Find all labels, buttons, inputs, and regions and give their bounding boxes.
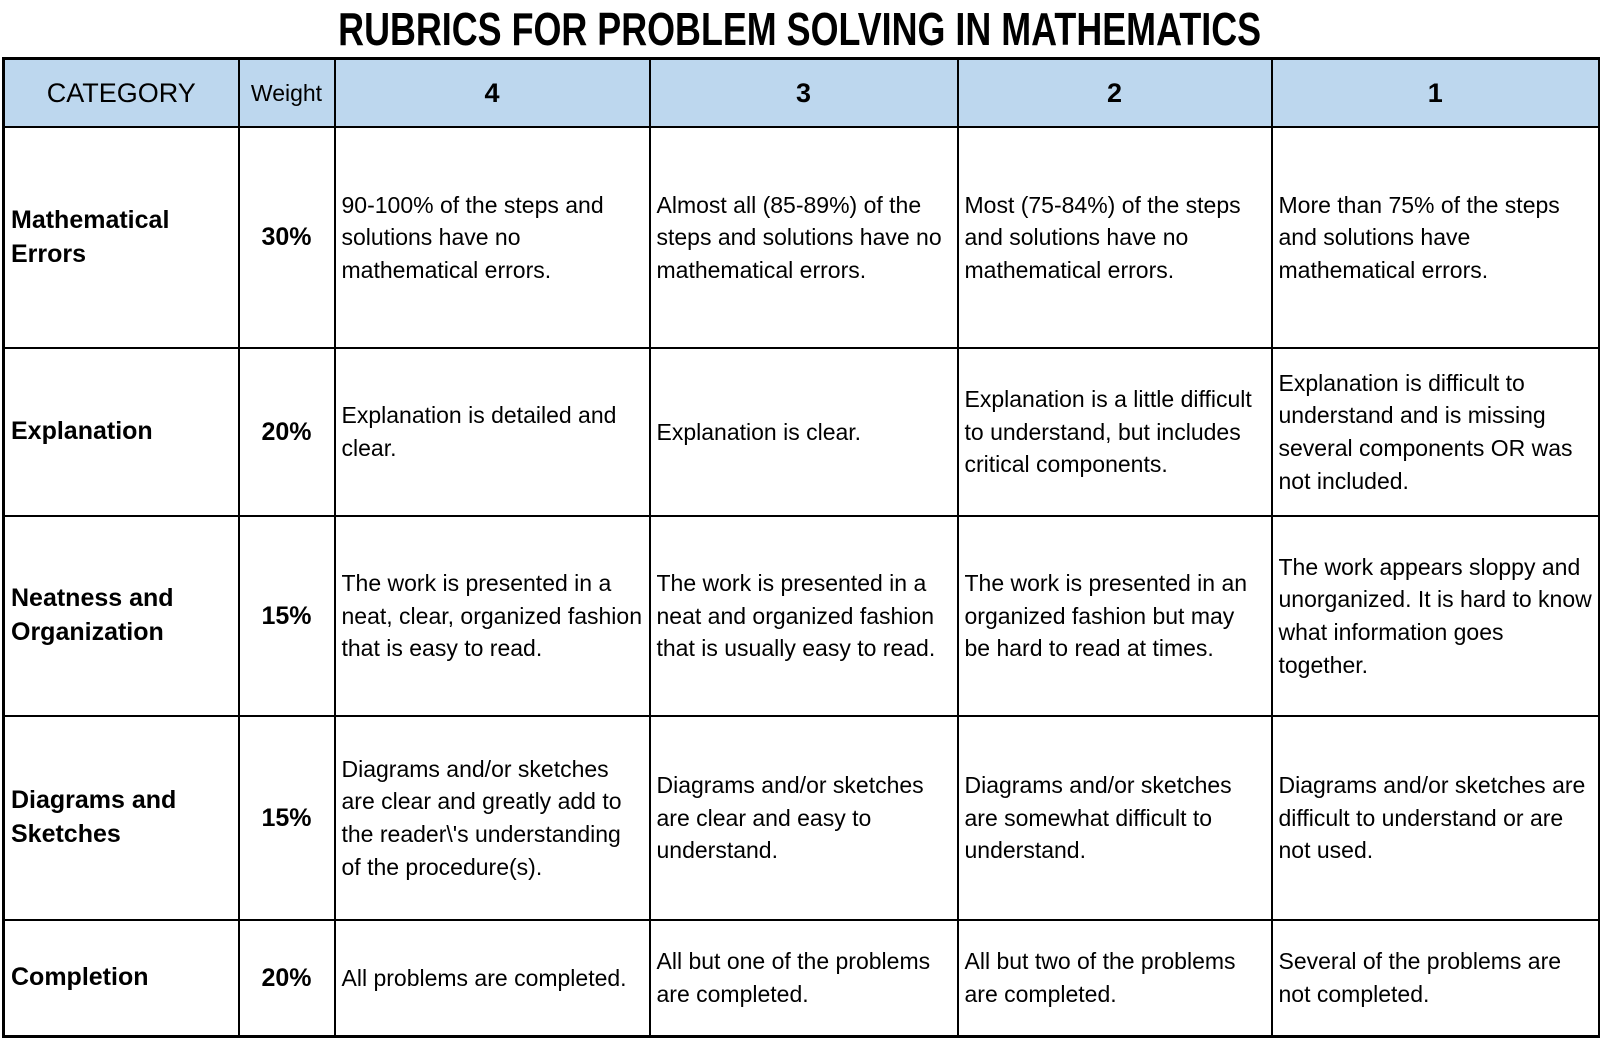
category-cell: Neatness and Organization <box>4 516 239 716</box>
weight-cell: 15% <box>239 516 335 716</box>
rubric-table <box>2 57 1600 1038</box>
category-cell: Explanation <box>4 348 239 516</box>
level-4-cell: 90-100% of the steps and solutions have no mathematical errors. <box>335 127 650 348</box>
header-row <box>4 59 1600 128</box>
weight-cell: 30% <box>239 127 335 348</box>
level-1-cell: Explanation is difficult to understand and is missing several components OR was not included. <box>1272 348 1600 516</box>
category-cell: Completion <box>4 920 239 1037</box>
level-1-cell: Diagrams and/or sketches are difficult to understand or are not used. <box>1272 716 1600 920</box>
weight-cell: 20% <box>239 920 335 1037</box>
page-title <box>0 4 1600 54</box>
table-row-completion <box>4 920 1600 1037</box>
level-2-cell: All but two of the problems are completed. <box>958 920 1272 1037</box>
header-weight: Weight <box>239 59 335 128</box>
level-4-cell: The work is presented in a neat, clear, organized fashion that is easy to read. <box>335 516 650 716</box>
header-score-2: 2 <box>958 59 1272 128</box>
level-2-cell: Explanation is a little difficult to understand, but includes critical components. <box>958 348 1272 516</box>
category-cell: Diagrams and Sketches <box>4 716 239 920</box>
level-3-cell: All but one of the problems are completed. <box>650 920 958 1037</box>
level-3-cell: Almost all (85-89%) of the steps and solutions have no mathematical errors. <box>650 127 958 348</box>
header-score-1: 1 <box>1272 59 1600 128</box>
level-4-cell: Explanation is detailed and clear. <box>335 348 650 516</box>
weight-cell: 15% <box>239 716 335 920</box>
level-4-cell: Diagrams and/or sketches are clear and greatly add to the reader\'s understanding of the procedure(s). <box>335 716 650 920</box>
level-4-cell: All problems are completed. <box>335 920 650 1037</box>
level-2-cell: The work is presented in an organized fashion but may be hard to read at times. <box>958 516 1272 716</box>
level-2-cell: Diagrams and/or sketches are somewhat difficult to understand. <box>958 716 1272 920</box>
category-cell: Mathematical Errors <box>4 127 239 348</box>
table-row-neatness-organization <box>4 516 1600 716</box>
level-2-cell: Most (75-84%) of the steps and solutions have no mathematical errors. <box>958 127 1272 348</box>
level-3-cell: The work is presented in a neat and organized fashion that is usually easy to read. <box>650 516 958 716</box>
level-1-cell: More than 75% of the steps and solutions have mathematical errors. <box>1272 127 1600 348</box>
table-row-diagrams-sketches <box>4 716 1600 920</box>
level-3-cell: Diagrams and/or sketches are clear and easy to understand. <box>650 716 958 920</box>
level-1-cell: The work appears sloppy and unorganized. It is hard to know what information goes together. <box>1272 516 1600 716</box>
header-score-3: 3 <box>650 59 958 128</box>
page-title-text: RUBRICS FOR PROBLEM SOLVING IN MATHEMATICS <box>338 3 1262 55</box>
weight-cell: 20% <box>239 348 335 516</box>
level-3-cell: Explanation is clear. <box>650 348 958 516</box>
table-row-mathematical-errors <box>4 127 1600 348</box>
table-row-explanation <box>4 348 1600 516</box>
header-score-4: 4 <box>335 59 650 128</box>
level-1-cell: Several of the problems are not completed. <box>1272 920 1600 1037</box>
header-category: CATEGORY <box>4 59 239 128</box>
